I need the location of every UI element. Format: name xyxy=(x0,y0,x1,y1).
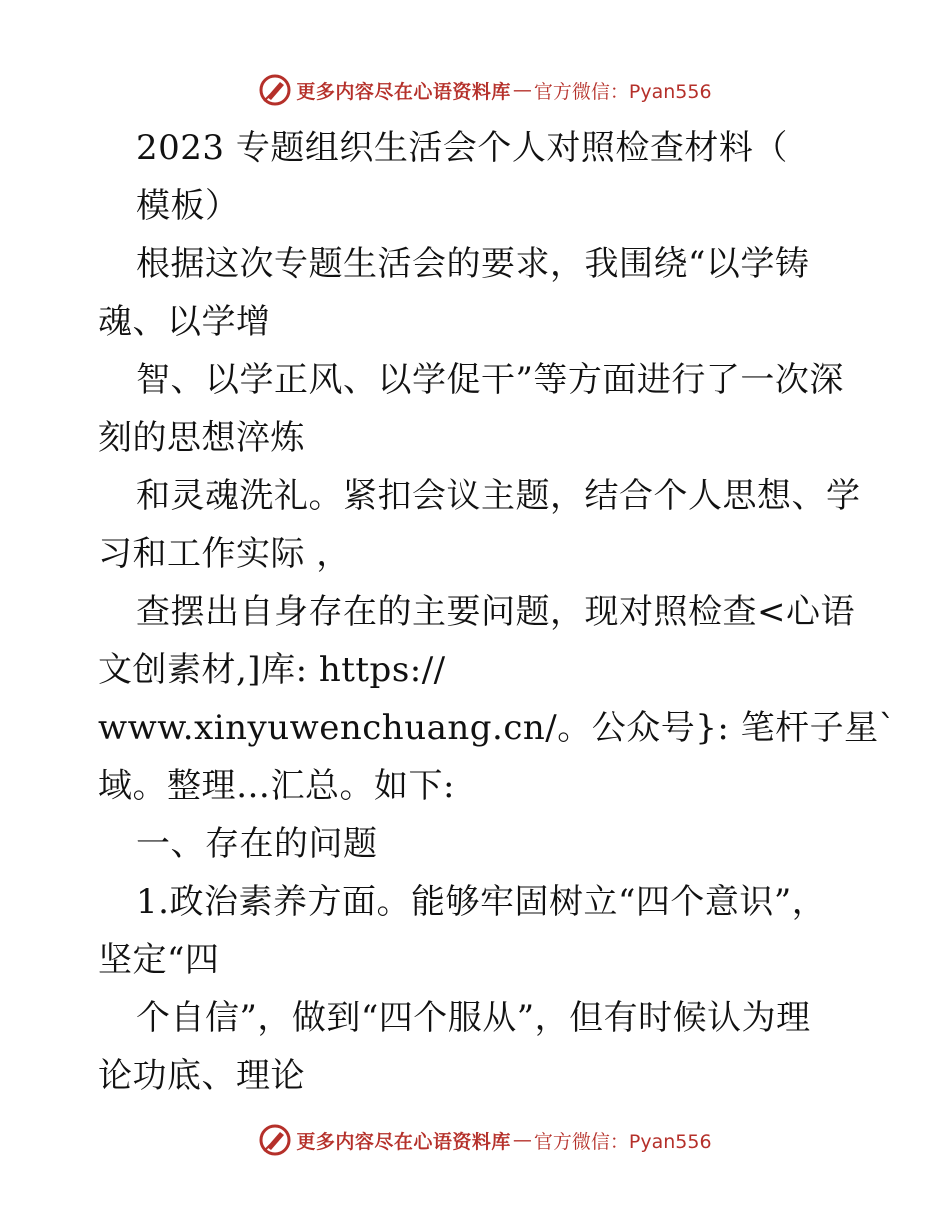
doc-paragraph-line: 习和工作实际 ， xyxy=(98,534,351,574)
banner-dash: — xyxy=(512,1129,532,1151)
doc-paragraph-line: 刻的思想淬炼 xyxy=(98,418,305,458)
doc-paragraph-line: 魂、以学增 xyxy=(98,302,271,342)
library-logo-icon xyxy=(258,73,292,107)
doc-title-line-2: 模板） xyxy=(136,186,240,226)
banner-title: 更多内容尽在心语资料库 xyxy=(296,80,511,103)
doc-paragraph-line: 域。整理…汇总。如下: xyxy=(98,766,455,806)
doc-paragraph-line: 智、以学正风、以学促干”等方面进行了一次深 xyxy=(136,360,844,400)
doc-paragraph-line: 个自信”，做到“四个服从”，但有时候认为理 xyxy=(136,998,811,1038)
doc-paragraph-line: www.xinyuwenchuang.cn/。公众号}: 笔杆子星` xyxy=(98,708,897,748)
footer-banner xyxy=(0,1120,950,1160)
doc-paragraph-line: 1.政治素养方面。能够牢固树立“四个意识”， xyxy=(136,882,827,922)
doc-title-line-1: 2023 专题组织生活会个人对照检查材料（ xyxy=(136,128,788,168)
doc-paragraph-line: 坚定“四 xyxy=(98,940,220,980)
doc-paragraph-line: 查摆出自身存在的主要问题，现对照检查<心语 xyxy=(136,592,855,632)
doc-paragraph-line: 和灵魂洗礼。紧扣会议主题，结合个人思想、学 xyxy=(136,476,861,516)
header-banner xyxy=(0,70,950,110)
banner-dash: — xyxy=(512,79,532,101)
doc-paragraph-line: 论功底、理论 xyxy=(98,1056,305,1096)
section-heading: 一、存在的问题 xyxy=(136,824,378,864)
banner-title: 更多内容尽在心语资料库 xyxy=(296,1130,511,1153)
doc-paragraph-line: 文创素材,]库: https:// xyxy=(98,650,446,690)
library-logo-icon xyxy=(258,1123,292,1157)
doc-paragraph-line: 根据这次专题生活会的要求，我围绕“以学铸 xyxy=(136,244,810,284)
banner-wechat: 官方微信：Pyan556 xyxy=(533,80,712,103)
banner-wechat: 官方微信：Pyan556 xyxy=(533,1130,712,1153)
